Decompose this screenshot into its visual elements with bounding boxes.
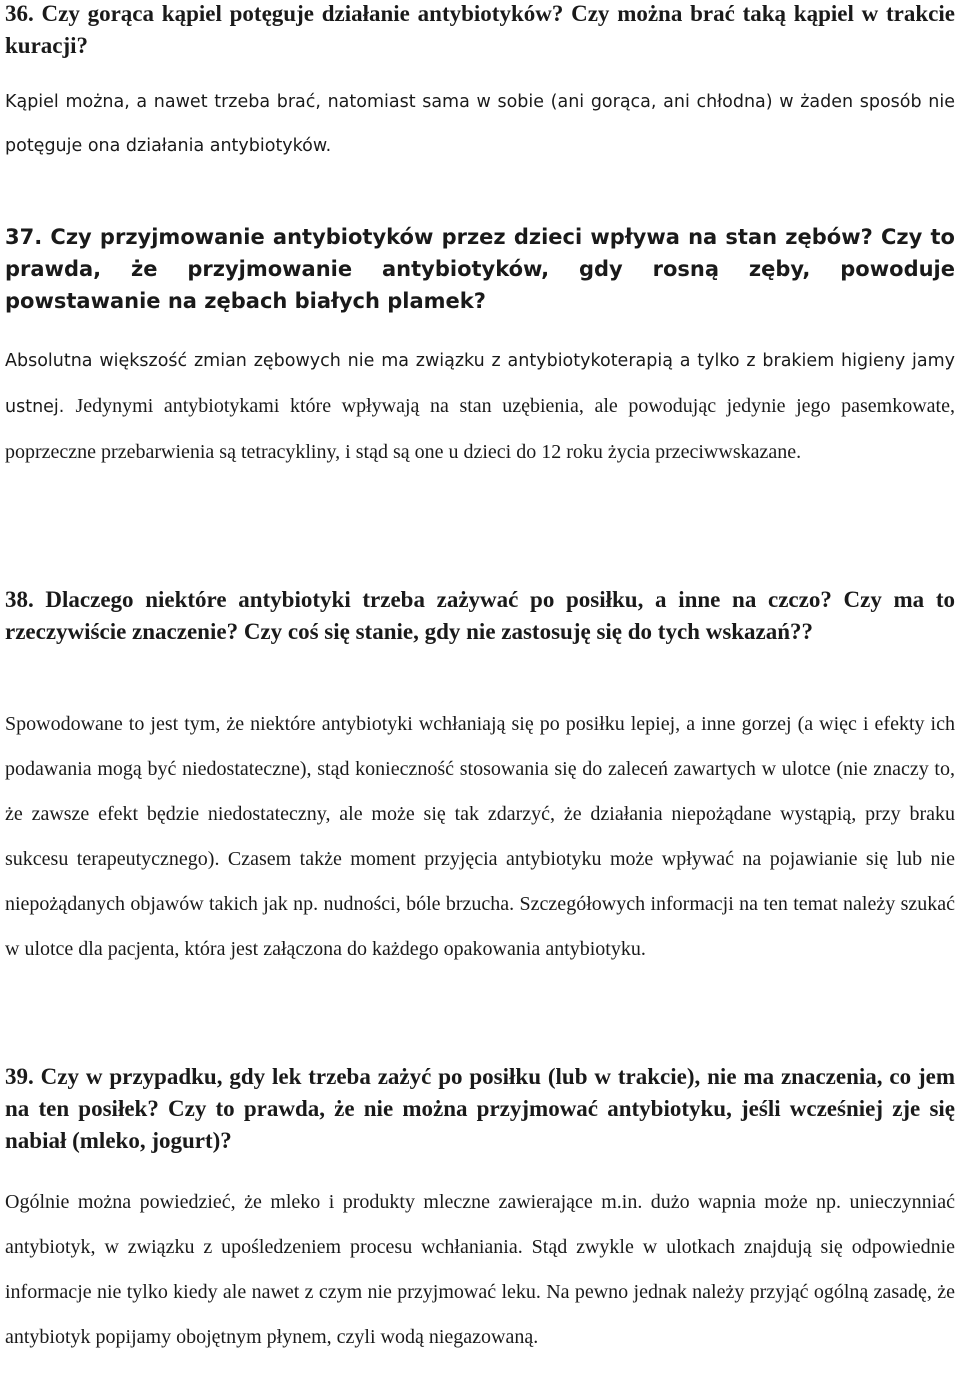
question-36: 36. Czy gorąca kąpiel potęguje działanie antybiotyków? Czy można brać taką kąpiel w trakcie kuracji? xyxy=(5,1,955,58)
answer-37-serif-part: Jedynymi antybiotykami które wpływają na stan uzębienia, ale powodując jedynie jego pasemkowate, poprzeczne przebarwienia są tetracykliny, i stąd są one u dzieci do 12 roku życia przeciwwskazane. xyxy=(5,395,955,463)
answer-39: Ogólnie można powiedzieć, że mleko i produkty mleczne zawierające m.in. dużo wapnia może np. unieczynniać antybiotyk, w związku z upośledzeniem procesu wchłaniania. Stąd zwykle w ulotkach znajdują się odpowiednie informacje nie tylko kiedy ale nawet z czym nie przyjmować leku. Na pewno jednak należy przyjąć ogólną zasadę, że antybiotyk popijamy obojętnym płynem, czyli wodą niegazowaną. xyxy=(5,1191,955,1348)
answer-37 xyxy=(5,339,955,475)
question-37: 37. Czy przyjmowanie antybiotyków przez dzieci wpływa na stan zębów? Czy to prawda, że przyjmowanie antybiotyków, gdy rosną zęby, powoduje powstawanie na zębach białych plamek? xyxy=(5,225,955,313)
question-38: 38. Dlaczego niektóre antybiotyki trzeba zażywać po posiłku, a inne na czczo? Czy ma to rzeczywiście znaczenie? Czy coś się stanie, gdy nie zastosuję się do tych wskazań?? xyxy=(5,587,955,644)
answer-37-sans-part: Absolutna większość zmian zębowych nie ma związku z antybiotykoterapią a tylko z brakiem higieny jamy ustnej. xyxy=(5,351,955,417)
answer-36: Kąpiel można, a nawet trzeba brać, natomiast sama w sobie (ani gorąca, ani chłodna) w żaden sposób nie potęguje ona działania antybiotyków. xyxy=(5,92,955,156)
question-39: 39. Czy w przypadku, gdy lek trzeba zażyć po posiłku (lub w trakcie), nie ma znaczenia, co jem na ten posiłek? Czy to prawda, że nie można przyjmować antybiotyku, jeśli wcześniej zje się nabiał (mleko, jogurt)? xyxy=(5,1064,955,1153)
answer-38: Spowodowane to jest tym, że niektóre antybiotyki wchłaniają się po posiłku lepiej, a inne gorzej (a więc i efekty ich podawania mogą być niedostateczne), stąd konieczność stosowania się do zaleceń zawartych w ulotce (nie znaczy to, że zawsze efekt będzie niedostateczny, ale może się tak zdarzyć, że działania niepożądane wystąpią, przy braku sukcesu terapeutycznego). Czasem także moment przyjęcia antybiotyku może wpływać na pojawianie się lub nie niepożądanych objawów takich jak np. nudności, bóle brzucha. Szczegółowych informacji na ten temat należy szukać w ulotce dla pacjenta, która jest załączona do każdego opakowania antybiotyku. xyxy=(5,713,955,960)
